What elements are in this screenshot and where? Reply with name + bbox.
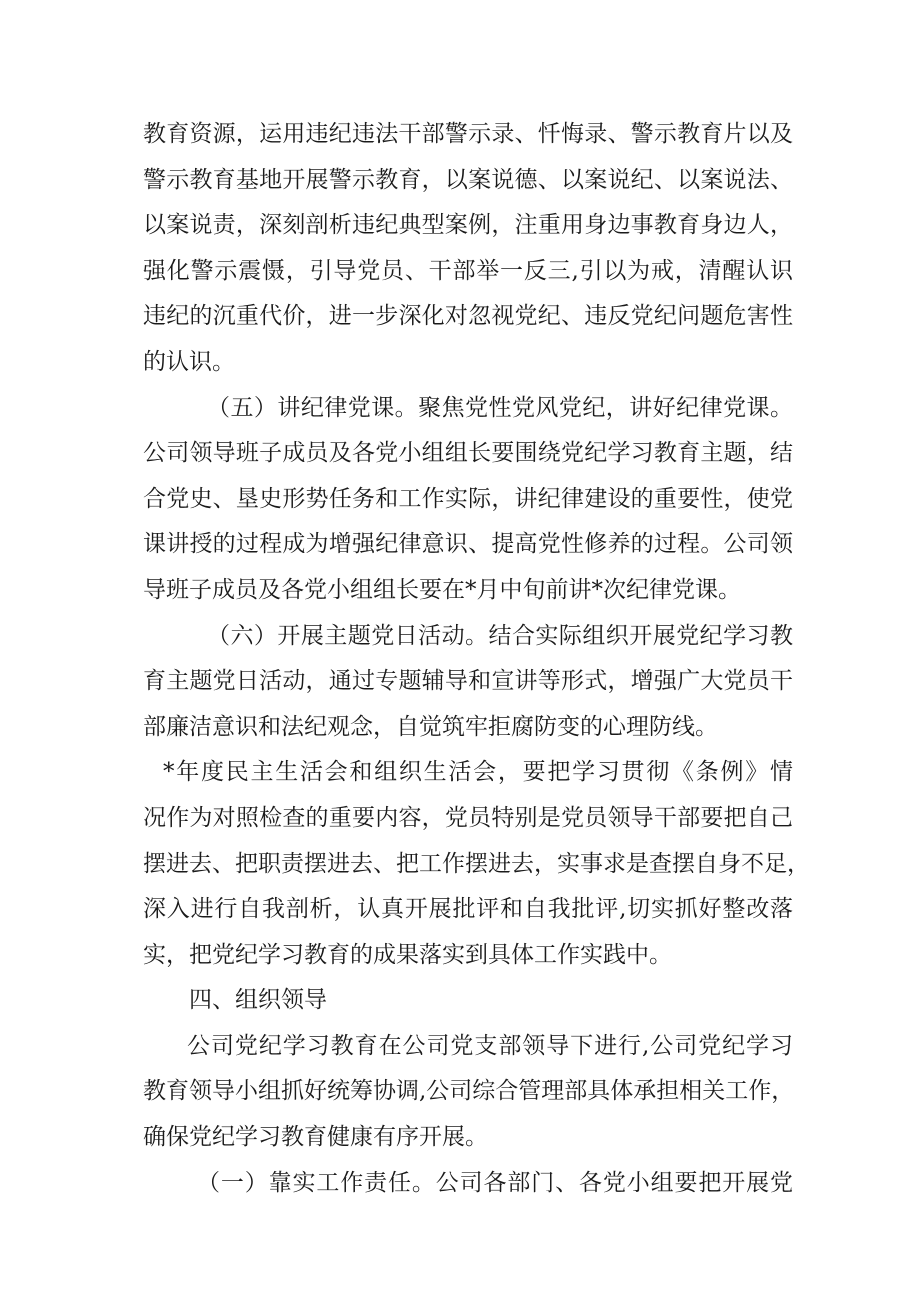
section-heading-line: （六）开展主题党日活动。结合实际组织开展党纪学习教: [207, 622, 793, 649]
paragraph-line: 教育领导小组抓好统筹协调,公司综合管理部具体承担相关工作，: [143, 1078, 795, 1105]
paragraph-line: 深入进行自我剖析，认真开展批评和自我批评,切实抓好整改落: [143, 896, 793, 923]
paragraph-line: 况作为对照检查的重要内容，党员特别是党员领导干部要把自己: [143, 804, 793, 831]
paragraph-line: 违纪的沉重代价，进一步深化对忽视党纪、违反党纪问题危害性: [143, 303, 793, 330]
paragraph-line: 实，把党纪学习教育的成果落实到具体工作实践中。: [143, 941, 672, 968]
paragraph-line: 确保党纪学习教育健康有序开展。: [143, 1124, 488, 1151]
paragraph-line: 育主题党日活动，通过专题辅导和宣讲等形式，增强广大党员干: [143, 668, 793, 695]
paragraph-line: 摆进去、把职责摆进去、把工作摆进去，实事求是查摆自身不足，: [143, 850, 810, 877]
paragraph-line: 合党史、垦史形势任务和工作实际，讲纪律建设的重要性，使党: [143, 485, 793, 512]
paragraph-line: 导班子成员及各党小组组长要在*月中旬前讲*次纪律党课。: [143, 576, 741, 603]
paragraph-line: 公司领导班子成员及各党小组组长要围绕党纪学习教育主题，结: [143, 440, 793, 467]
paragraph-line: 课讲授的过程成为增强纪律意识、提高党性修养的过程。公司领: [143, 531, 793, 558]
paragraph-line: *年度民主生活会和组织生活会，要把学习贯彻《条例》情: [163, 759, 793, 786]
paragraph-line: 的认识。: [143, 348, 235, 375]
paragraph-line: 强化警示震慑，引导党员、干部举一反三,引以为戒，清醒认识: [143, 257, 793, 284]
section-heading-line: （五）讲纪律党课。聚焦党性党风党纪，讲好纪律党课。: [207, 394, 793, 421]
paragraph-line: 部廉洁意识和法纪观念，自觉筑牢拒腐防变的心理防线。: [143, 713, 718, 740]
paragraph-line: 警示教育基地开展警示教育，以案说德、以案说纪、以案说法、: [143, 166, 793, 193]
paragraph-line: 教育资源，运用违纪违法干部警示录、忏悔录、警示教育片以及: [143, 121, 793, 147]
document-body: [143, 112, 810, 1206]
paragraph-line: 公司党纪学习教育在公司党支部领导下进行,公司党纪学习: [187, 1032, 793, 1059]
paragraph-line: 以案说责，深刻剖析违纪典型案例，注重用身边事教育身边人，: [143, 212, 793, 239]
chapter-heading: 四、组织领导: [189, 987, 327, 1014]
section-heading-line: （一）靠实工作责任。公司各部门、各党小组要把开展党: [197, 1169, 793, 1196]
